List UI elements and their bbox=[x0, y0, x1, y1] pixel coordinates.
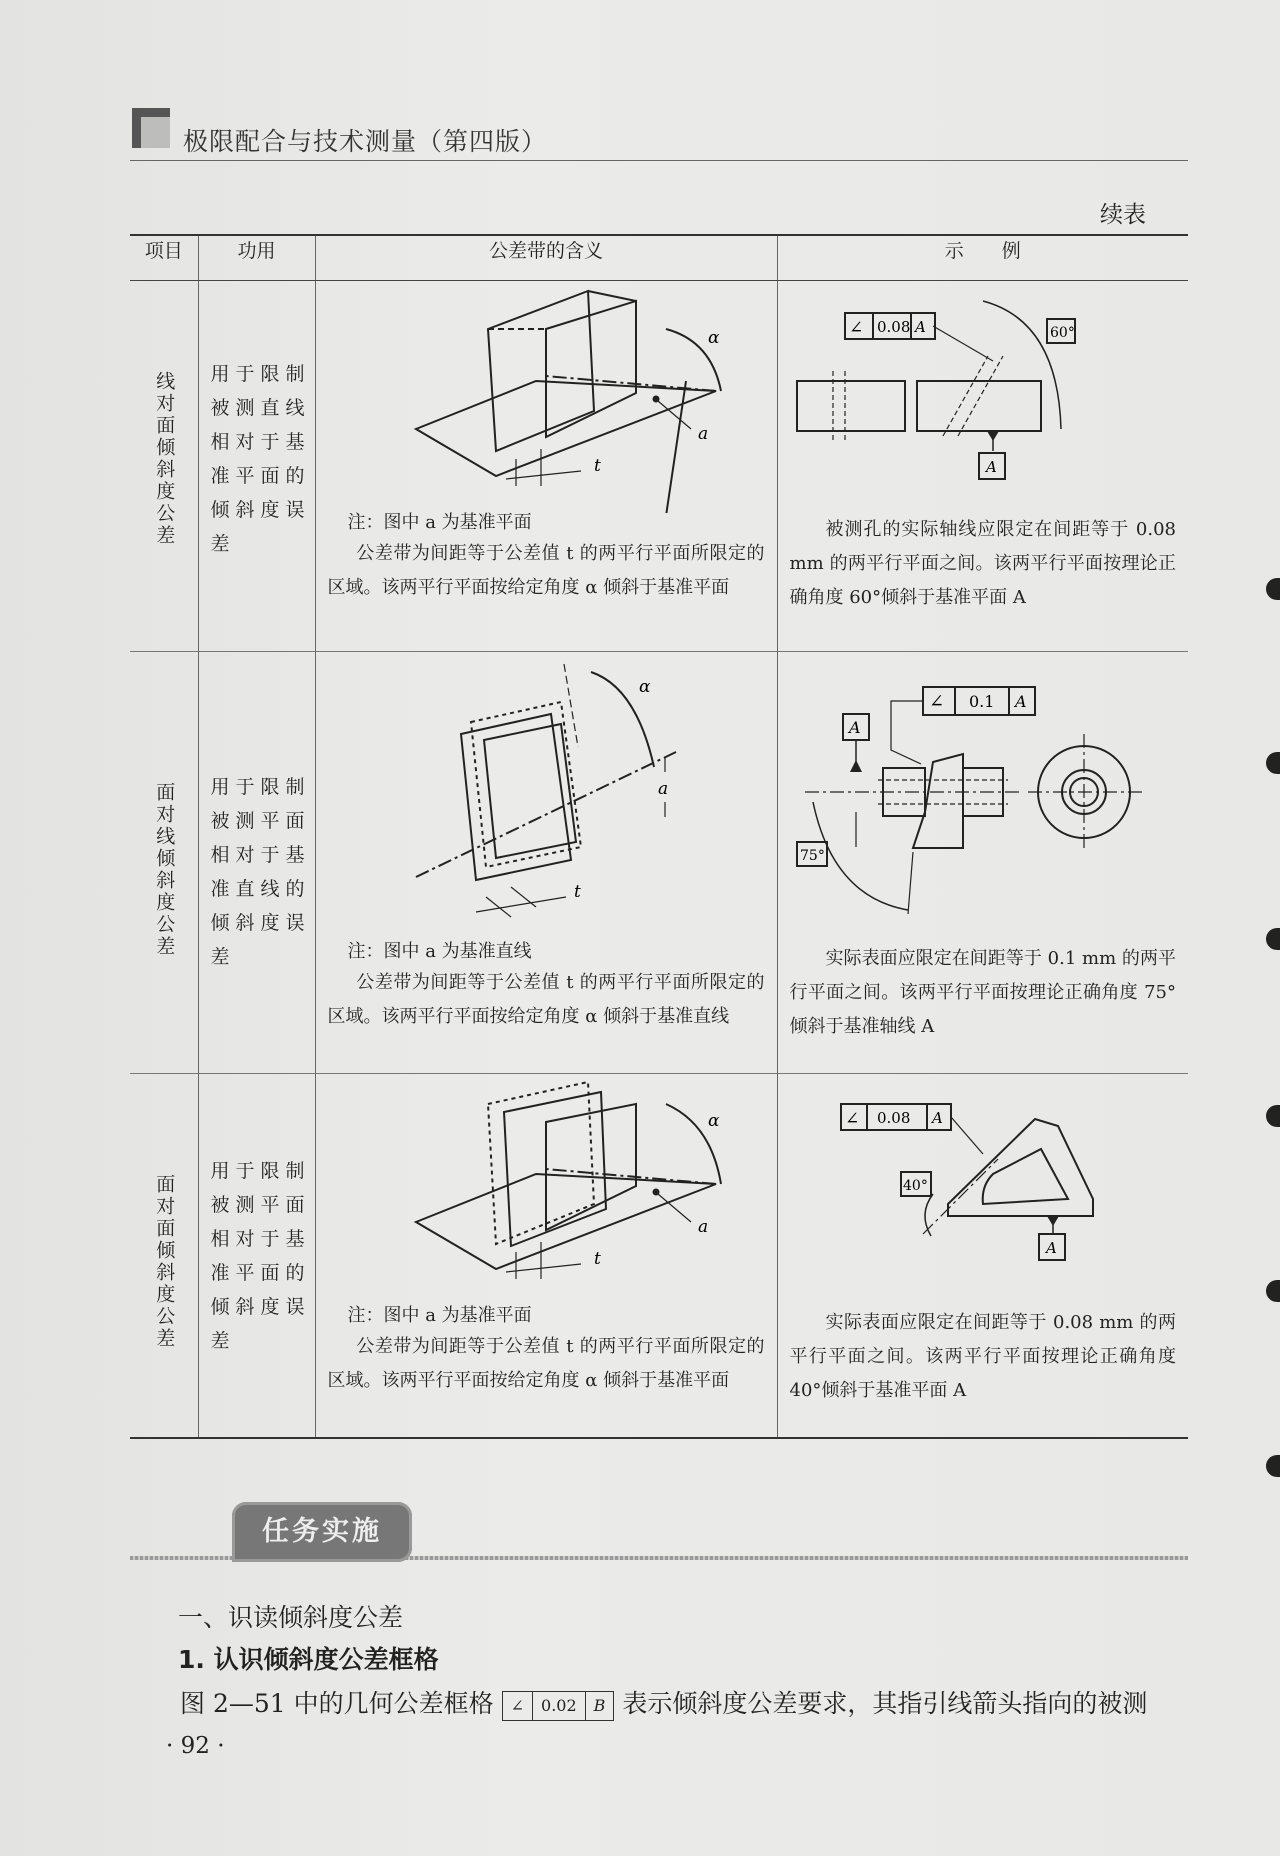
fcf-symbol: ∠ bbox=[848, 318, 863, 338]
table-row bbox=[130, 281, 1188, 652]
tolerance-zone-diagram bbox=[336, 281, 756, 513]
binding-notch bbox=[1266, 1280, 1280, 1302]
datum-label: A bbox=[848, 718, 861, 737]
task-banner: 任务实施 bbox=[232, 1502, 412, 1562]
item-name: 线对面倾斜度公差 bbox=[153, 371, 176, 547]
tolerance-label: t bbox=[574, 882, 581, 902]
binding-notch bbox=[1266, 578, 1280, 600]
axis-label: a bbox=[658, 779, 669, 799]
fcf-datum: A bbox=[1014, 692, 1027, 711]
binding-notch bbox=[1266, 928, 1280, 950]
table-row bbox=[130, 1074, 1188, 1438]
function-text: 用于限制被测平面相对于基准直线的倾斜度误差 bbox=[210, 776, 307, 968]
zone-description: 公差带为间距等于公差值 t 的两平行平面所限定的区域。该两平行平面按给定角度 α 倾斜于基准直线 bbox=[327, 972, 765, 1027]
angle-label: α bbox=[708, 328, 720, 348]
datum-label: A bbox=[1045, 1239, 1057, 1257]
tolerance-label: t bbox=[594, 456, 601, 476]
fcf-value: 0.02 bbox=[532, 1692, 585, 1720]
plane-label: a bbox=[698, 1217, 709, 1237]
body-text-post: 表示倾斜度公差要求，其指引线箭头指向的被测 bbox=[622, 1689, 1148, 1718]
angle-label: α bbox=[708, 1111, 720, 1131]
zone-note: 注：图中 a 为基准直线 bbox=[347, 941, 532, 962]
table-header-row bbox=[130, 235, 1188, 281]
example-drawing bbox=[783, 652, 1183, 942]
plane-label: a bbox=[698, 424, 709, 444]
angle-label: α bbox=[639, 677, 651, 697]
binding-notch bbox=[1266, 752, 1280, 774]
fcf-datum: A bbox=[914, 318, 926, 336]
fcf-symbol: ∠ bbox=[928, 691, 944, 712]
fcf-datum: A bbox=[931, 1109, 943, 1127]
page-number: · 92 · bbox=[166, 1733, 225, 1759]
example-description: 实际表面应限定在间距等于 0.1 mm 的两平行平面之间。该两平行平面按理论正确角度 75°倾斜于基准轴线 A bbox=[789, 948, 1176, 1037]
header-function: 功用 bbox=[198, 235, 315, 281]
binding-notch bbox=[1266, 1105, 1280, 1127]
chapter-mark bbox=[132, 108, 170, 148]
zone-note: 注：图中 a 为基准平面 bbox=[347, 512, 532, 533]
tolerance-zone-diagram bbox=[336, 1074, 756, 1306]
example-drawing bbox=[783, 1074, 1183, 1306]
subsection-heading: 1. 认识倾斜度公差框格 bbox=[178, 1645, 439, 1674]
table-row bbox=[130, 652, 1188, 1074]
header-example: 示 例 bbox=[777, 235, 1188, 281]
tolerance-zone-diagram bbox=[336, 652, 756, 942]
datum-label: A bbox=[985, 458, 997, 476]
example-description: 实际表面应限定在间距等于 0.08 mm 的两平行平面之间。该两平行平面按理论正确角度 40°倾斜于基准平面 A bbox=[789, 1312, 1176, 1401]
header-rule bbox=[130, 160, 1188, 161]
fcf-symbol: ∠ bbox=[510, 1695, 525, 1715]
function-text: 用于限制被测直线相对于基准平面的倾斜度误差 bbox=[210, 363, 307, 555]
binding-notch bbox=[1266, 1455, 1280, 1477]
example-drawing bbox=[783, 281, 1183, 513]
fcf-value: 0.08 bbox=[876, 1109, 911, 1127]
fcf-datum: B bbox=[585, 1692, 614, 1720]
inclination-tolerance-table bbox=[130, 234, 1188, 1439]
zone-note: 注：图中 a 为基准平面 bbox=[347, 1305, 532, 1326]
example-description: 被测孔的实际轴线应限定在间距等于 0.08 mm 的两平行平面之间。该两平行平面按理论正确角度 60°倾斜于基准平面 A bbox=[789, 519, 1176, 608]
angle-dimension: 40° bbox=[902, 1178, 928, 1194]
angle-dimension: 75° bbox=[799, 848, 825, 864]
header-item: 项目 bbox=[130, 235, 198, 281]
inline-fcf bbox=[502, 1691, 615, 1721]
header-zone: 公差带的含义 bbox=[315, 235, 777, 281]
fcf-value: 0.08 bbox=[876, 318, 911, 336]
body-paragraph bbox=[180, 1684, 1147, 1721]
item-name: 面对面倾斜度公差 bbox=[153, 1174, 176, 1350]
running-header: 极限配合与技术测量（第四版） bbox=[183, 127, 548, 156]
continued-label: 续表 bbox=[1100, 202, 1146, 228]
item-name: 面对线倾斜度公差 bbox=[153, 782, 176, 958]
zone-description: 公差带为间距等于公差值 t 的两平行平面所限定的区域。该两平行平面按给定角度 α 倾斜于基准平面 bbox=[327, 1336, 765, 1391]
body-text-pre: 图 2—51 中的几何公差框格 bbox=[180, 1689, 494, 1718]
angle-dimension: 60° bbox=[1049, 325, 1075, 341]
tolerance-label: t bbox=[594, 1249, 601, 1269]
fcf-symbol: ∠ bbox=[844, 1109, 859, 1129]
function-text: 用于限制被测平面相对于基准平面的倾斜度误差 bbox=[210, 1160, 307, 1352]
zone-description: 公差带为间距等于公差值 t 的两平行平面所限定的区域。该两平行平面按给定角度 α 倾斜于基准平面 bbox=[327, 543, 765, 598]
section-heading: 一、识读倾斜度公差 bbox=[178, 1603, 404, 1632]
fcf-value: 0.1 bbox=[968, 692, 995, 711]
